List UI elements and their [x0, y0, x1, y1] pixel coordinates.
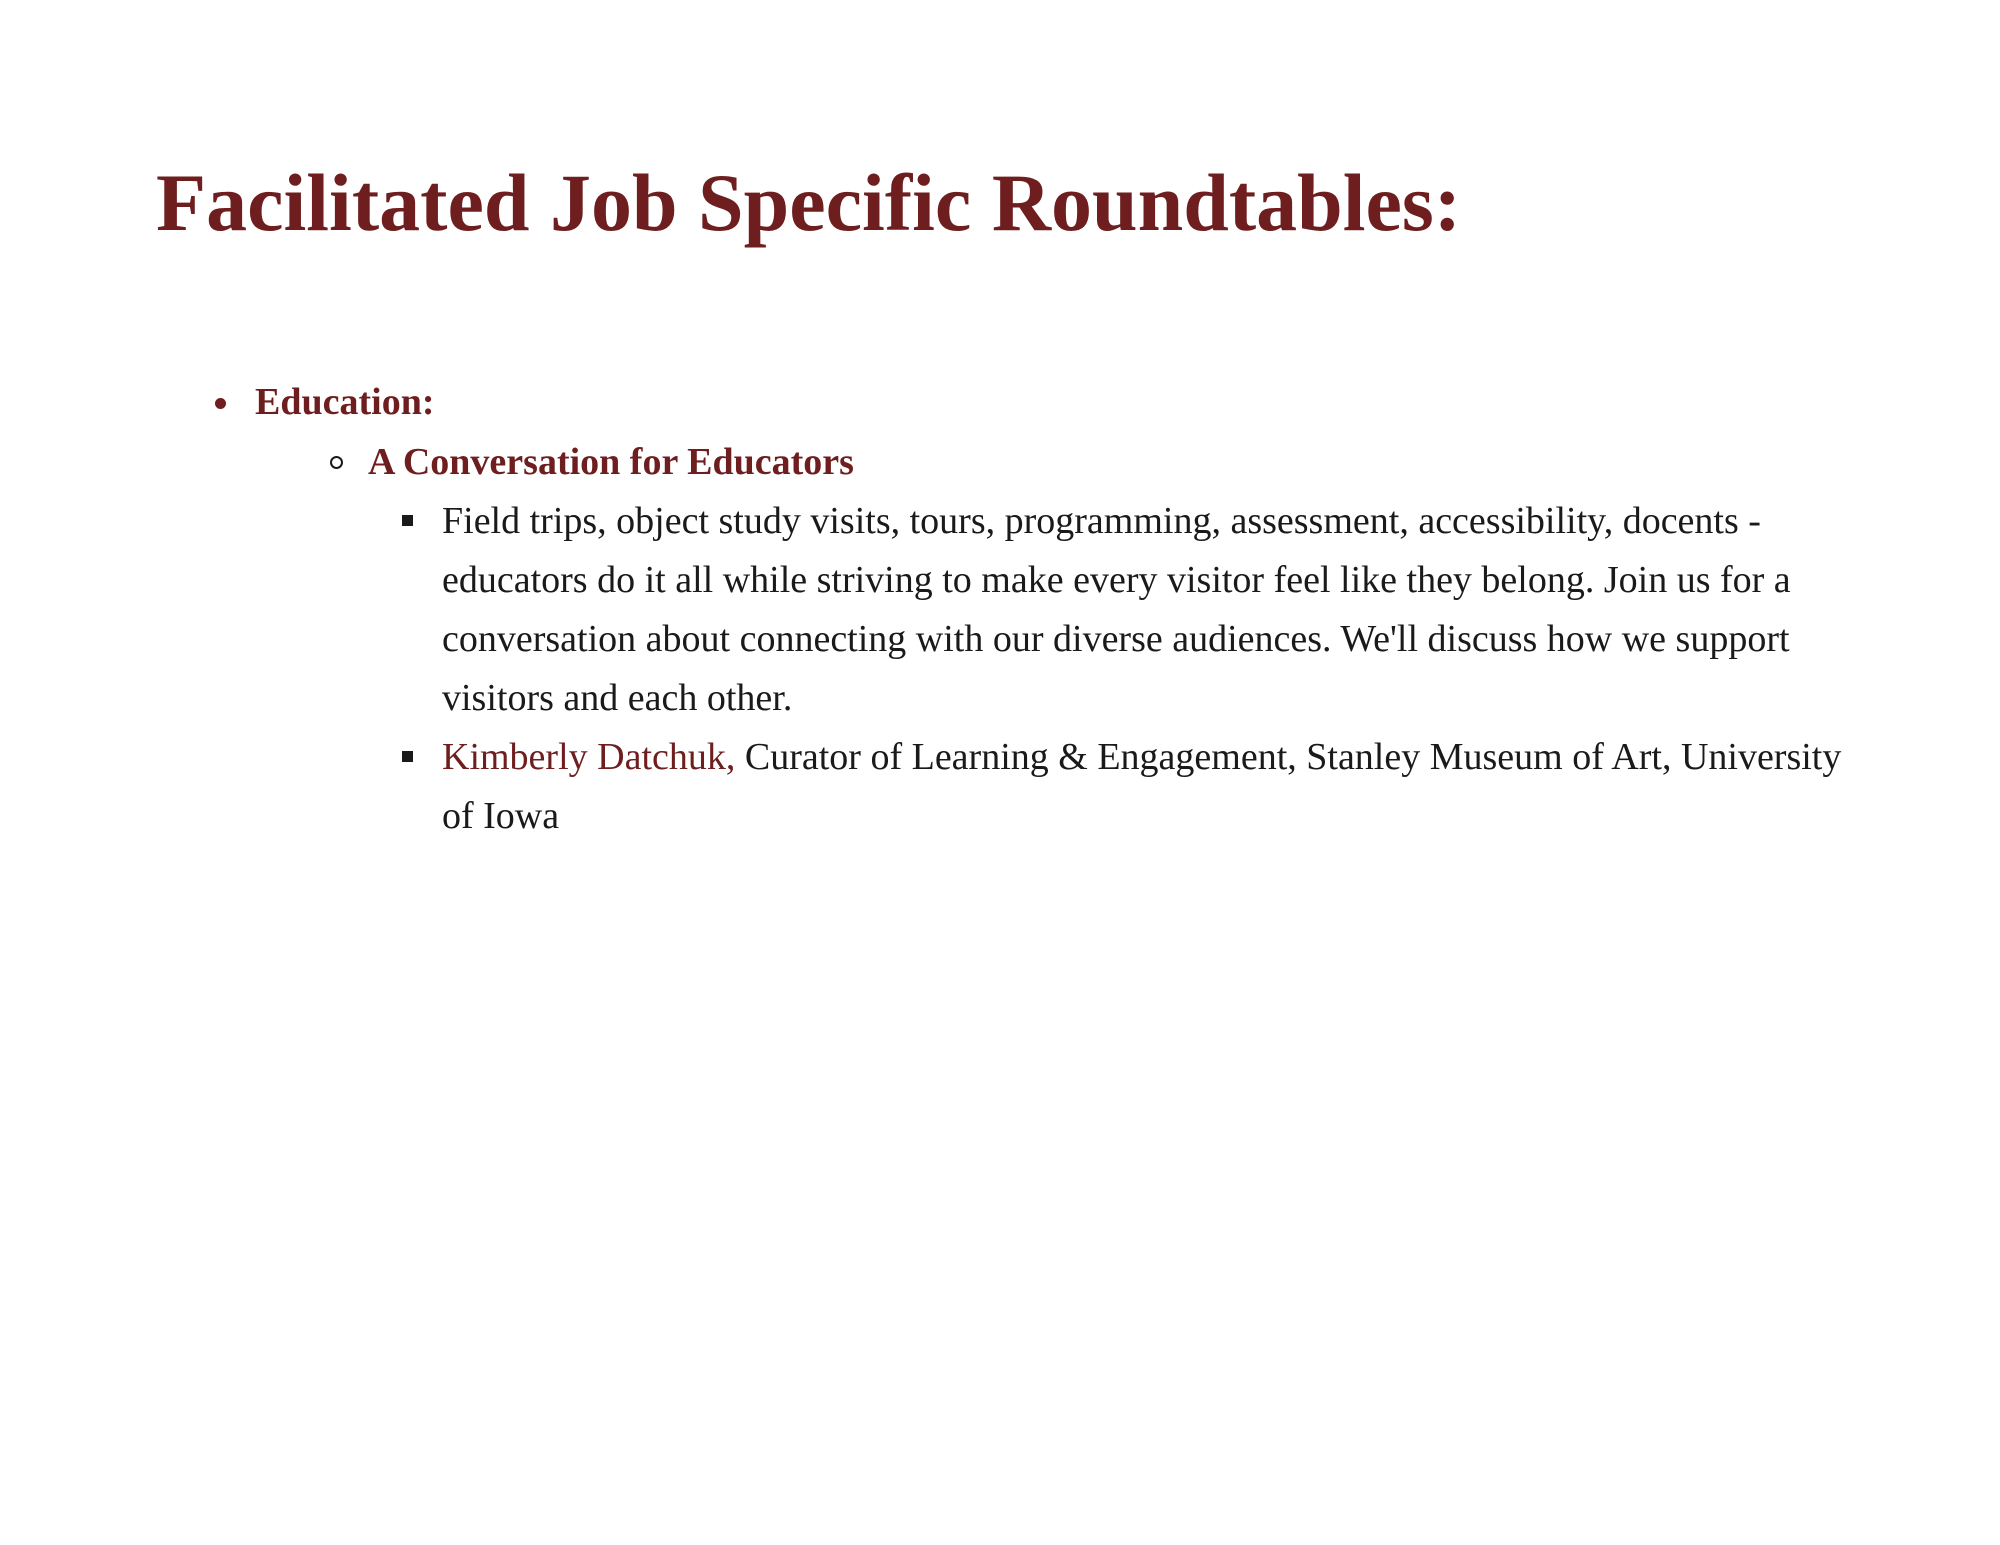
session-list: [255, 432, 1855, 846]
roundtable-list: [215, 372, 1855, 846]
facilitator-item: [368, 728, 1855, 846]
facilitator-details: Curator of Learning & Engagement, Stanley Museum of Art, University of Iowa: [442, 736, 1842, 837]
session-description: Field trips, object study visits, tours, programming, assessment, accessibility, docents - educators do it all while striving to make every visitor feel like they belong. Join us for a conversation about connecting with our diverse audiences. We'll discuss how we support visitors and each other.: [442, 500, 1791, 719]
session-description-item: [368, 492, 1855, 728]
session-item: [255, 432, 1855, 846]
section-education: [215, 372, 1855, 846]
session-title: A Conversation for Educators: [368, 441, 854, 483]
section-label: Education:: [255, 381, 435, 423]
page-title: Facilitated Job Specific Roundtables:: [156, 157, 1462, 248]
session-details-list: [368, 492, 1855, 846]
square-bullet-icon: [402, 751, 413, 762]
square-bullet-icon: [402, 515, 413, 526]
disc-bullet-icon: [215, 398, 226, 409]
facilitator-name: Kimberly Datchuk,: [442, 736, 736, 778]
circle-bullet-icon: [330, 456, 343, 469]
